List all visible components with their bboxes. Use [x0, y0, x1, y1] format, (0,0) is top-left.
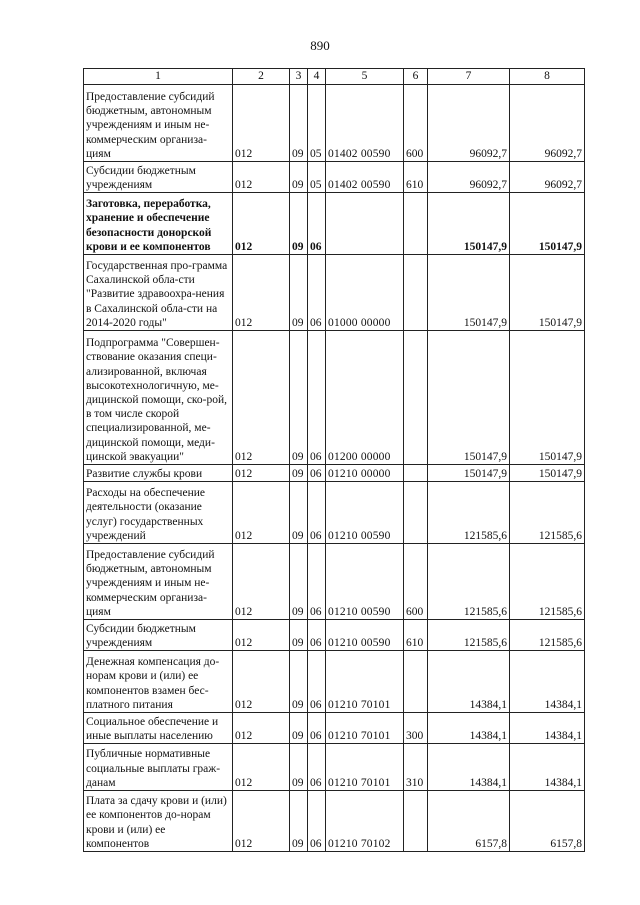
- expense-type-code: 600: [404, 85, 428, 162]
- item-name: Публичные нормативные социальные выплаты граж-данам: [84, 744, 233, 791]
- section-code: 09: [290, 482, 308, 544]
- table-row: [84, 162, 585, 193]
- page-number: 890: [310, 38, 330, 53]
- target-article-code: 01000 00000: [326, 255, 404, 331]
- item-name: Субсидии бюджетным учреждениям: [84, 162, 233, 193]
- item-name: Плата за сдачу крови и (или) ее компонентов до-норам крови и (или) ее компонентов: [84, 791, 233, 852]
- budget-table: [83, 68, 585, 852]
- amount-col-7: 121585,6: [428, 544, 510, 620]
- amount-col-8: 150147,9: [510, 331, 585, 465]
- section-code: 09: [290, 744, 308, 791]
- subsection-code: 06: [308, 193, 326, 255]
- department-code: 012: [233, 255, 290, 331]
- item-name: Расходы на обеспечение деятельности (оказание услуг) государственных учреждений: [84, 482, 233, 544]
- amount-col-7: 150147,9: [428, 465, 510, 482]
- target-article-code: 01210 70101: [326, 744, 404, 791]
- section-code: 09: [290, 162, 308, 193]
- department-code: 012: [233, 713, 290, 744]
- item-name: Предоставление субсидий бюджетным, автономным учреждениям и иным не-коммерческим организа-циям: [84, 85, 233, 162]
- department-code: 012: [233, 651, 290, 713]
- table-row: [84, 465, 585, 482]
- item-name: Развитие службы крови: [84, 465, 233, 482]
- subsection-code: 06: [308, 791, 326, 852]
- column-header-8: 8: [510, 69, 585, 85]
- expense-type-code: [404, 791, 428, 852]
- target-article-code: 01200 00000: [326, 331, 404, 465]
- expense-type-code: [404, 651, 428, 713]
- table-row: [84, 193, 585, 255]
- expense-type-code: 610: [404, 162, 428, 193]
- expense-type-code: [404, 465, 428, 482]
- department-code: 012: [233, 791, 290, 852]
- department-code: 012: [233, 544, 290, 620]
- department-code: 012: [233, 85, 290, 162]
- table-row: [84, 713, 585, 744]
- amount-col-8: 6157,8: [510, 791, 585, 852]
- section-code: 09: [290, 713, 308, 744]
- amount-col-8: 96092,7: [510, 85, 585, 162]
- target-article-code: 01210 00590: [326, 544, 404, 620]
- subsection-code: 06: [308, 465, 326, 482]
- target-article-code: 01210 00590: [326, 482, 404, 544]
- department-code: 012: [233, 162, 290, 193]
- department-code: 012: [233, 482, 290, 544]
- amount-col-7: 121585,6: [428, 620, 510, 651]
- department-code: 012: [233, 465, 290, 482]
- column-header-5: 5: [326, 69, 404, 85]
- amount-col-7: 96092,7: [428, 85, 510, 162]
- amount-col-8: 96092,7: [510, 162, 585, 193]
- target-article-code: 01210 00000: [326, 465, 404, 482]
- table-row: [84, 651, 585, 713]
- target-article-code: 01210 70101: [326, 651, 404, 713]
- amount-col-8: 14384,1: [510, 744, 585, 791]
- section-code: 09: [290, 544, 308, 620]
- amount-col-8: 121585,6: [510, 482, 585, 544]
- table-row: [84, 744, 585, 791]
- expense-type-code: 600: [404, 544, 428, 620]
- item-name: Социальное обеспечение и иные выплаты населению: [84, 713, 233, 744]
- column-header-1: 1: [84, 69, 233, 85]
- table-row: [84, 544, 585, 620]
- section-code: 09: [290, 85, 308, 162]
- subsection-code: 06: [308, 620, 326, 651]
- subsection-code: 05: [308, 162, 326, 193]
- amount-col-7: 14384,1: [428, 651, 510, 713]
- expense-type-code: 310: [404, 744, 428, 791]
- amount-col-7: 150147,9: [428, 255, 510, 331]
- expense-type-code: [404, 482, 428, 544]
- amount-col-8: 121585,6: [510, 544, 585, 620]
- column-header-3: 3: [290, 69, 308, 85]
- amount-col-8: 14384,1: [510, 651, 585, 713]
- table-row: [84, 482, 585, 544]
- expense-type-code: [404, 255, 428, 331]
- section-code: 09: [290, 651, 308, 713]
- department-code: 012: [233, 331, 290, 465]
- amount-col-8: 121585,6: [510, 620, 585, 651]
- section-code: 09: [290, 331, 308, 465]
- subsection-code: 06: [308, 482, 326, 544]
- target-article-code: 01402 00590: [326, 162, 404, 193]
- subsection-code: 06: [308, 331, 326, 465]
- subsection-code: 06: [308, 544, 326, 620]
- column-header-4: 4: [308, 69, 326, 85]
- amount-col-7: 150147,9: [428, 331, 510, 465]
- target-article-code: 01402 00590: [326, 85, 404, 162]
- target-article-code: 01210 70102: [326, 791, 404, 852]
- amount-col-8: 150147,9: [510, 193, 585, 255]
- expense-type-code: 610: [404, 620, 428, 651]
- amount-col-7: 121585,6: [428, 482, 510, 544]
- table-row: [84, 255, 585, 331]
- table-row: [84, 85, 585, 162]
- department-code: 012: [233, 193, 290, 255]
- expense-type-code: 300: [404, 713, 428, 744]
- table-row: [84, 331, 585, 465]
- target-article-code: [326, 193, 404, 255]
- department-code: 012: [233, 620, 290, 651]
- item-name: Денежная компенсация до-норам крови и (или) ее компонентов взамен бес-платного питания: [84, 651, 233, 713]
- subsection-code: 06: [308, 744, 326, 791]
- subsection-code: 06: [308, 713, 326, 744]
- amount-col-7: 14384,1: [428, 744, 510, 791]
- amount-col-7: 6157,8: [428, 791, 510, 852]
- table-row: [84, 620, 585, 651]
- section-code: 09: [290, 465, 308, 482]
- item-name: Государственная про-грамма Сахалинской обла-сти "Развитие здравоохра-нения в Сахалинской обла-сти на 2014-2020 годы": [84, 255, 233, 331]
- amount-col-7: 14384,1: [428, 713, 510, 744]
- target-article-code: 01210 70101: [326, 713, 404, 744]
- column-header-7: 7: [428, 69, 510, 85]
- item-name: Предоставление субсидий бюджетным, автономным учреждениям и иным не-коммерческим организа-циям: [84, 544, 233, 620]
- expense-type-code: [404, 193, 428, 255]
- amount-col-8: 150147,9: [510, 255, 585, 331]
- amount-col-8: 14384,1: [510, 713, 585, 744]
- section-code: 09: [290, 193, 308, 255]
- amount-col-8: 150147,9: [510, 465, 585, 482]
- column-header-6: 6: [404, 69, 428, 85]
- table-header-row: [84, 69, 585, 85]
- expense-type-code: [404, 331, 428, 465]
- subsection-code: 06: [308, 651, 326, 713]
- section-code: 09: [290, 791, 308, 852]
- item-name: Субсидии бюджетным учреждениям: [84, 620, 233, 651]
- item-name: Заготовка, переработка, хранение и обеспечение безопасности донорской крови и ее компонентов: [84, 193, 233, 255]
- section-code: 09: [290, 255, 308, 331]
- target-article-code: 01210 00590: [326, 620, 404, 651]
- column-header-2: 2: [233, 69, 290, 85]
- subsection-code: 06: [308, 255, 326, 331]
- department-code: 012: [233, 744, 290, 791]
- table-row: [84, 791, 585, 852]
- amount-col-7: 150147,9: [428, 193, 510, 255]
- amount-col-7: 96092,7: [428, 162, 510, 193]
- section-code: 09: [290, 620, 308, 651]
- subsection-code: 05: [308, 85, 326, 162]
- item-name: Подпрограмма "Совершен-ствование оказания специ-ализированной, включая высокотехнологичную, ме-дицинской помощи, ско-рой, в том числе скорой специализированной, ме-дицинской помощи, меди-цинской эвакуации": [84, 331, 233, 465]
